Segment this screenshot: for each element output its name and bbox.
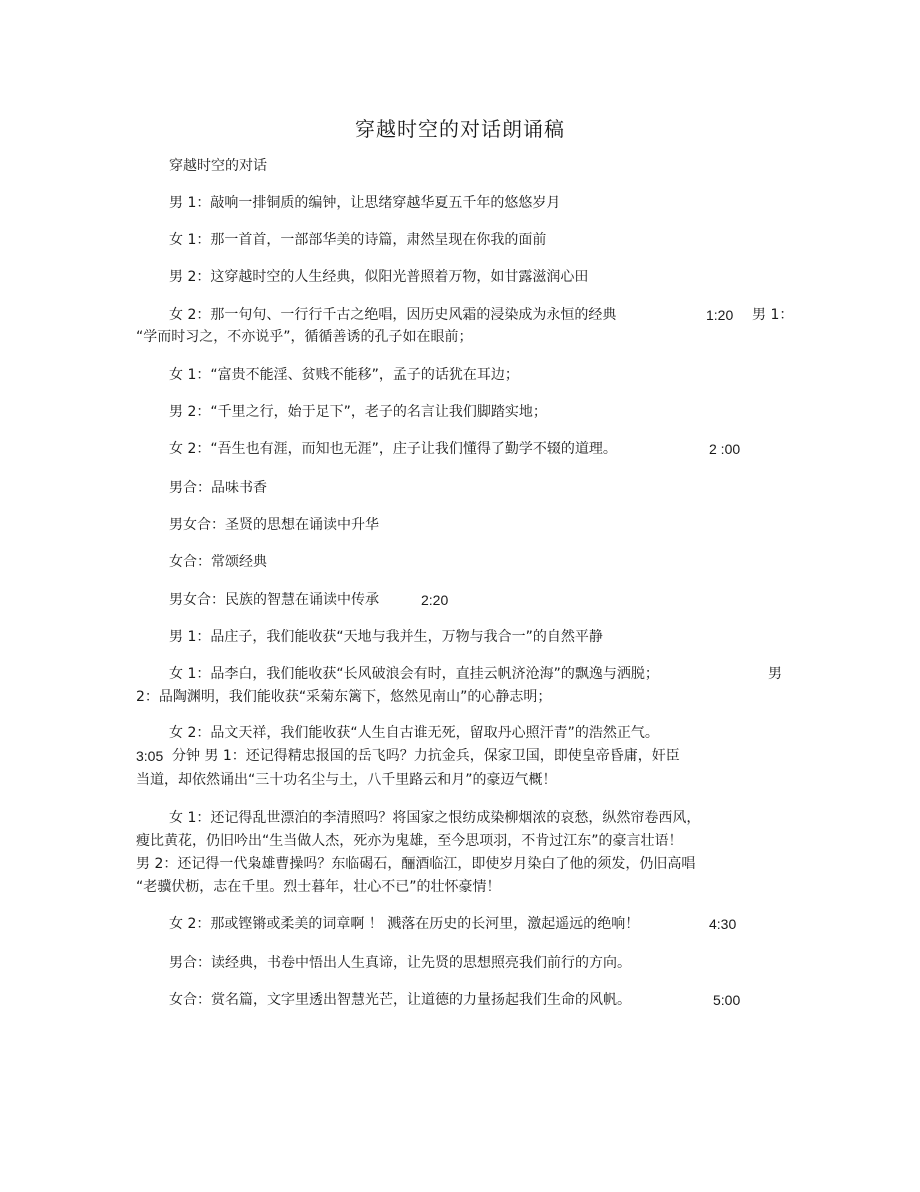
time-marker: 4:30 bbox=[709, 916, 737, 932]
paragraph-line: 男 2：“千里之行，始于足下”，老子的名言让我们脚踏实地； bbox=[169, 404, 547, 420]
time-marker: 2:20 bbox=[421, 592, 449, 608]
time-marker: 2 :00 bbox=[709, 441, 741, 457]
paragraph-line: 女 2：品文天祥，我们能收获“人生自古谁无死，留取丹心照汗青”的浩然正气。 bbox=[169, 725, 659, 741]
paragraph-line: 男 1：品庄子，我们能收获“天地与我并生，万物与我合一”的自然平静 bbox=[169, 629, 603, 645]
paragraph-line: 男 2：还记得一代枭雄曹操吗？东临碣石，酾酒临江，即使岁月染白了他的须发，仍旧高唱 bbox=[136, 856, 696, 872]
time-marker: 3:05 bbox=[136, 748, 164, 764]
paragraph-line: 女 1：还记得乱世漂泊的李清照吗？将国家之恨纺成染柳烟浓的哀愁，纵然帘卷西风， bbox=[169, 810, 701, 826]
paragraph-line: 女 1：“富贵不能淫、贫贱不能移”，孟子的话犹在耳边； bbox=[169, 367, 519, 383]
time-marker: 5:00 bbox=[713, 992, 741, 1008]
paragraph-line: 男 2：这穿越时空的人生经典，似阳光普照着万物，如甘露滋润心田 bbox=[169, 269, 589, 285]
document-title: 穿越时空的对话朗诵稿 bbox=[355, 117, 565, 141]
speaker-label: 男 1： bbox=[752, 307, 794, 323]
paragraph-line: 男合：品味书香 bbox=[169, 480, 267, 496]
paragraph-line: 当道，却依然诵出“三十功名尘与土，八千里路云和月”的豪迈气概！ bbox=[136, 772, 557, 788]
document-subtitle: 穿越时空的对话 bbox=[169, 158, 267, 174]
paragraph-line: 女合：常颂经典 bbox=[169, 554, 267, 570]
paragraph-line: 2：品陶渊明，我们能收获“采菊东篱下，悠然见南山”的心静志明； bbox=[136, 689, 552, 705]
paragraph-line: 女 2：“吾生也有涯，而知也无涯”，庄子让我们懂得了勤学不辍的道理。 bbox=[169, 441, 617, 457]
paragraph-line: 男合：读经典，书卷中悟出人生真谛，让先贤的思想照亮我们前行的方向。 bbox=[169, 955, 631, 971]
paragraph-line: 男 1：敲响一排铜质的编钟，让思绪穿越华夏五千年的悠悠岁月 bbox=[169, 195, 561, 211]
paragraph-line: 分钟 男 1：还记得精忠报国的岳飞吗？力抗金兵，保家卫国，即使皇帝昏庸，奸臣 bbox=[172, 748, 680, 764]
paragraph-line: “学而时习之，不亦说乎”，循循善诱的孔子如在眼前； bbox=[136, 329, 473, 345]
paragraph-line: 女 2：那一句句、一行行千古之绝唱，因历史风霜的浸染成为永恒的经典 bbox=[169, 307, 617, 323]
paragraph-line: 男女合：民族的智慧在诵读中传承 bbox=[169, 592, 379, 608]
paragraph-line: 女 2：那或铿锵或柔美的词章啊 ！ 溅落在历史的长河里，激起遥远的绝响！ bbox=[169, 916, 640, 932]
paragraph-line: 女 1：品李白，我们能收获“长风破浪会有时，直挂云帆济沧海”的飘逸与洒脱； bbox=[169, 666, 659, 682]
paragraph-line: 男女合：圣贤的思想在诵读中升华 bbox=[169, 517, 379, 533]
paragraph-line: 瘦比黄花，仍旧吟出“生当做人杰，死亦为鬼雄，至今思项羽，不肯过江东”的豪言壮语！ bbox=[136, 833, 683, 849]
paragraph-line: 女 1：那一首首，一部部华美的诗篇，肃然呈现在你我的面前 bbox=[169, 232, 547, 248]
paragraph-line: 女合：赏名篇，文字里透出智慧光芒，让道德的力量扬起我们生命的风帆。 bbox=[169, 992, 631, 1008]
speaker-label: 男 bbox=[768, 666, 782, 682]
time-marker: 1:20 bbox=[706, 307, 734, 323]
paragraph-line: “老骥伏枥，志在千里。烈士暮年，壮心不已”的壮怀豪情！ bbox=[136, 879, 501, 895]
